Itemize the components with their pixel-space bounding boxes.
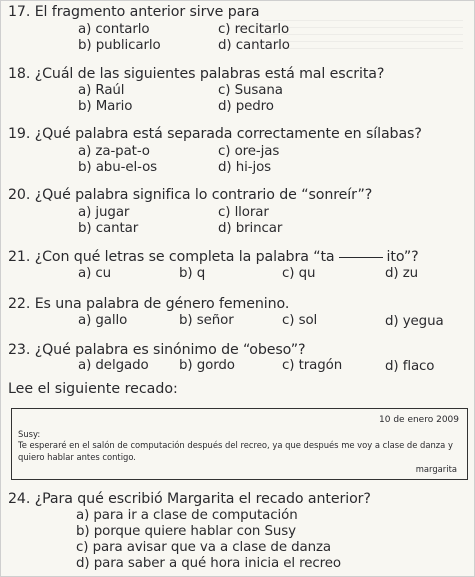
option-a: a) gallo xyxy=(78,313,128,328)
option-d: d) flaco xyxy=(385,359,435,374)
question-number: 19. xyxy=(8,126,31,142)
option-d: d) para saber a qué hora inicia el recreo xyxy=(76,556,341,571)
question-text: ¿Con qué letras se completa la palabra “ta xyxy=(34,249,335,265)
option-c: c) para avisar que va a clase de danza xyxy=(76,540,332,555)
option-b: b) gordo xyxy=(179,358,235,373)
question-stem xyxy=(8,126,422,142)
option-b: b) cantar xyxy=(78,221,139,236)
option-d: d) cantarlo xyxy=(218,38,290,53)
fill-in-blank xyxy=(339,257,383,258)
question-stem xyxy=(8,187,372,203)
option-c: c) tragón xyxy=(282,358,343,373)
option-b: b) q xyxy=(179,266,206,281)
option-c: c) qu xyxy=(282,266,316,281)
option-a: a) contarlo xyxy=(78,22,150,37)
question-number: 24. xyxy=(8,491,31,507)
option-b: b) señor xyxy=(179,313,234,328)
question-text: ¿Qué palabra significa lo contrario de “sonreír”? xyxy=(34,187,373,203)
question-number: 21. xyxy=(8,249,31,265)
question-text: ¿Qué palabra está separada correctamente en sílabas? xyxy=(34,126,422,142)
question-text: ¿Qué palabra es sinónimo de “obeso”? xyxy=(34,342,306,358)
option-d: d) brincar xyxy=(218,221,283,236)
option-b: b) Mario xyxy=(78,99,133,114)
question-stem xyxy=(8,491,371,507)
bleed-through-texture xyxy=(263,15,463,49)
question-text-end: ito”? xyxy=(386,249,419,265)
note-recipient: Susy: xyxy=(18,429,41,439)
question-number: 17. xyxy=(8,4,31,20)
option-d: d) yegua xyxy=(385,314,444,329)
question-number: 23. xyxy=(8,342,31,358)
option-c: c) sol xyxy=(282,313,318,328)
message-note xyxy=(11,408,468,480)
option-c: c) llorar xyxy=(218,205,269,220)
question-text: ¿Para qué escribió Margarita el recado anterior? xyxy=(34,491,371,507)
question-number: 20. xyxy=(8,187,31,203)
option-a: a) za-pat-o xyxy=(78,144,150,159)
option-b: b) porque quiere hablar con Susy xyxy=(76,524,296,539)
note-signature: margarita xyxy=(415,464,457,474)
instruction-text: Lee el siguiente recado: xyxy=(8,381,178,397)
option-d: d) pedro xyxy=(218,99,274,114)
note-date: 10 de enero 2009 xyxy=(379,415,459,425)
option-a: a) delgado xyxy=(78,358,149,373)
option-b: b) abu-el-os xyxy=(78,160,158,175)
question-stem xyxy=(8,296,289,312)
question-stem xyxy=(8,66,384,82)
question-stem xyxy=(8,342,305,358)
option-a: a) cu xyxy=(78,266,112,281)
option-c: c) ore-jas xyxy=(218,144,280,159)
option-a: a) jugar xyxy=(78,205,130,220)
option-d: d) zu xyxy=(385,266,419,281)
option-d: d) hi-jos xyxy=(218,160,272,175)
question-stem xyxy=(8,249,419,265)
option-b: b) publicarlo xyxy=(78,38,161,53)
option-c: c) recitarlo xyxy=(218,22,290,37)
option-a: a) Raúl xyxy=(78,83,125,98)
question-number: 18. xyxy=(8,66,31,82)
question-text: ¿Cuál de las siguientes palabras está mal escrita? xyxy=(34,66,385,82)
note-body: Te esperaré en el salón de computación después del recreo, ya que después me voy a clase de danza y quiero hablar antes contigo. xyxy=(18,440,453,462)
question-text: El fragmento anterior sirve para xyxy=(34,4,260,20)
question-stem xyxy=(8,4,260,20)
question-text: Es una palabra de género femenino. xyxy=(34,296,290,312)
option-a: a) para ir a clase de computación xyxy=(76,508,298,523)
option-c: c) Susana xyxy=(218,83,283,98)
question-number: 22. xyxy=(8,296,31,312)
